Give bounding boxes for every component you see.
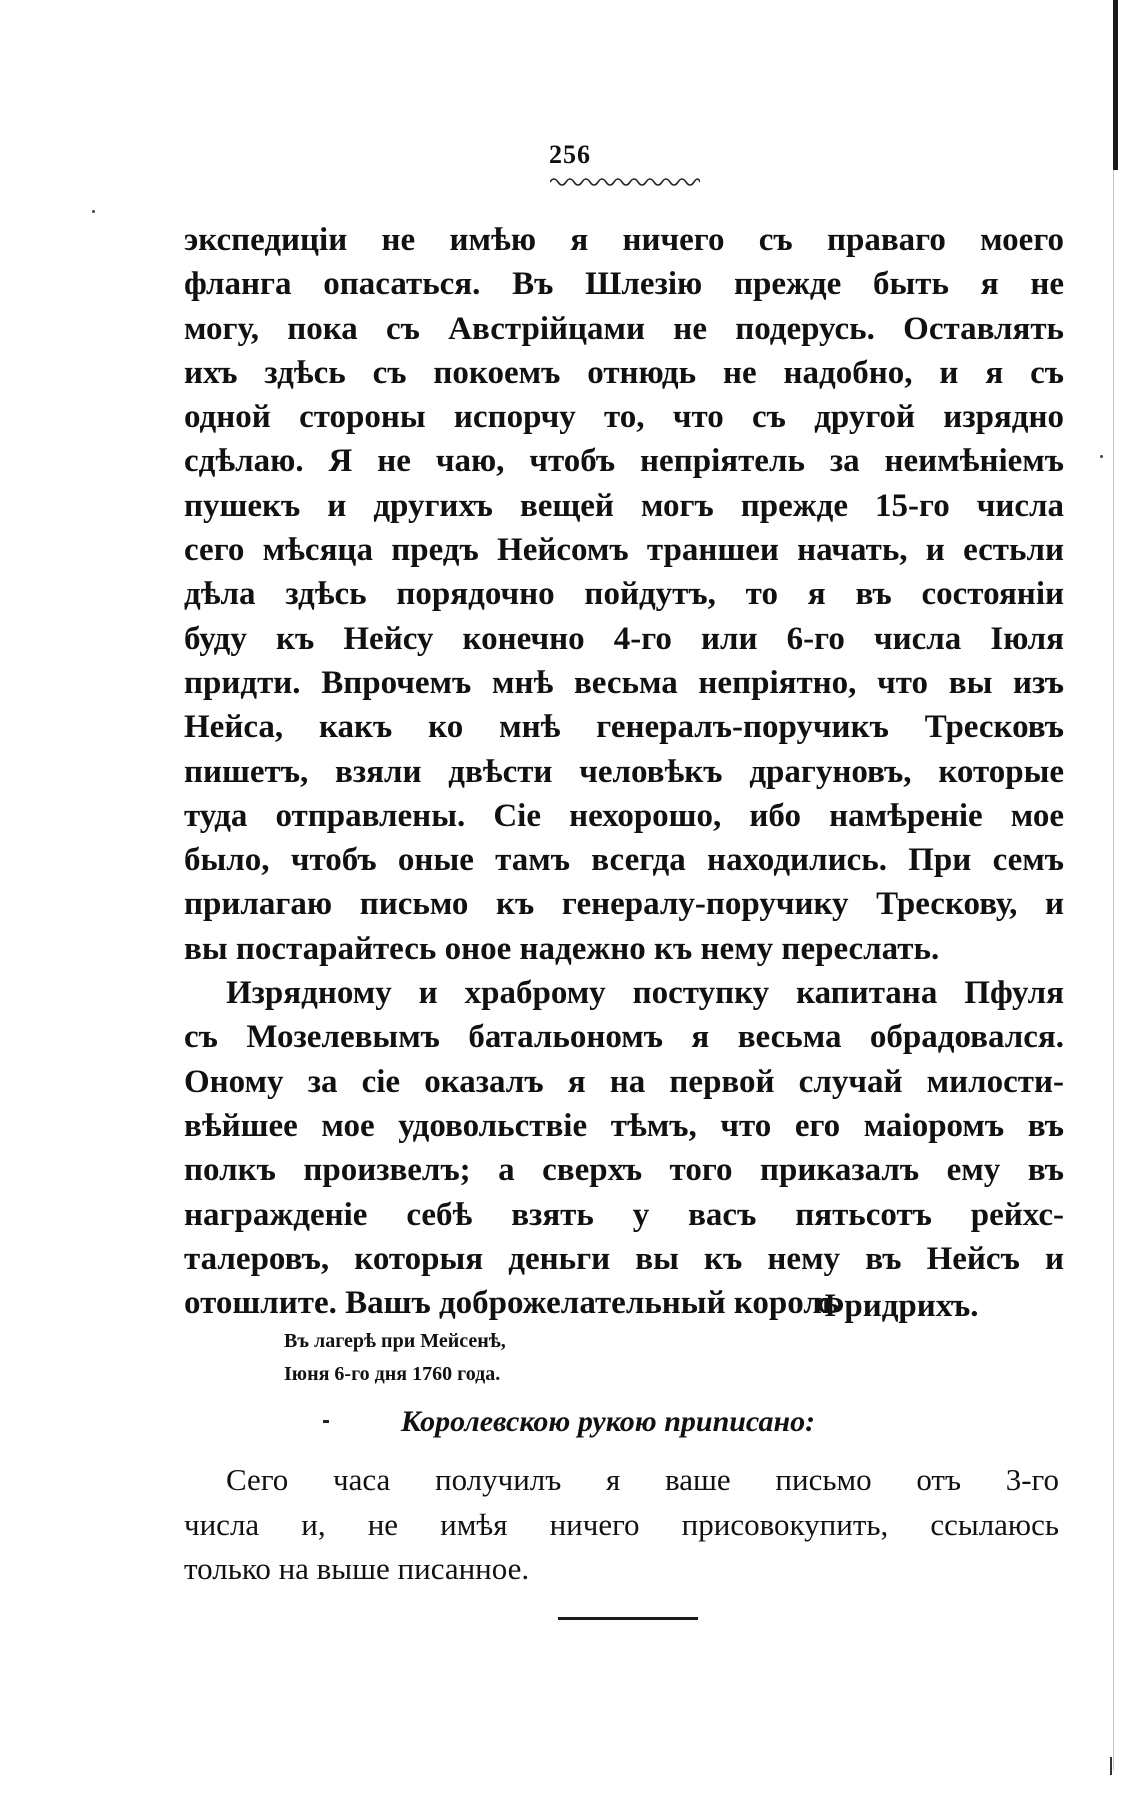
letter-line: пишетъ, взяли двѣсти человѣкъ драгуновъ, которые (184, 753, 1064, 790)
place-date (284, 1325, 506, 1391)
letter-line: прилагаю письмо къ генералу-поручику Трескову, и (184, 886, 1064, 923)
letter-line: фланга опасаться. Въ Шлезію прежде быть я не (184, 266, 1064, 303)
page-number-ornament (550, 176, 700, 186)
letter-line: талеровъ, которыя деньги вы къ нему въ Нейсъ и (184, 1240, 1064, 1277)
letter-line: сдѣлаю. Я не чаю, чтобъ непріятель за неимѣніемъ (184, 443, 1064, 480)
postscript-line: только на выше писанное. (184, 1551, 530, 1586)
letter-line: Оному за сіе оказалъ я на первой случай милости- (184, 1063, 1064, 1100)
letter-line: Изрядному и храброму поступку капитана Пфуля (226, 975, 1064, 1012)
letter-line: придти. Впрочемъ мнѣ весьма непріятно, что вы изъ (184, 664, 1064, 701)
letter-line: ихъ здѣсь съ покоемъ отнюдь не надобно, и я съ (184, 354, 1064, 391)
letter-line: пушекъ и другихъ вещей могъ прежде 15-го числа (184, 487, 1064, 524)
letter-line: полкъ произвелъ; а сверхъ того приказалъ ему въ (184, 1152, 1064, 1189)
letter-line: съ Мозелевымъ батальономъ я весьма обрадовался. (184, 1019, 1064, 1056)
letter-line: одной стороны испорчу то, что съ другой изрядно (184, 399, 1064, 436)
page-number: 256 (549, 140, 591, 169)
letter-body (184, 218, 1064, 1325)
letter-line: вы постарайтесь оное надежно къ нему переслать. (184, 930, 940, 967)
letter-line: туда отправлены. Сіе нехорошо, ибо намѣреніе мое (184, 797, 1064, 834)
letter-line: экспедиціи не имѣю я ничего съ праваго моего (184, 222, 1064, 258)
letter-line: было, чтобъ оные тамъ всегда находились. При семъ (184, 842, 1064, 879)
postscript-line: Сего часа получилъ я ваше письмо отъ 3-го (226, 1462, 1059, 1497)
letter-line: сего мѣсяца предъ Нейсомъ траншеи начать, и естьли (184, 532, 1064, 569)
page-edge-line (1113, 170, 1114, 1770)
corner-mark (1110, 1757, 1112, 1775)
letter-line: могу, пока съ Австрійцами не подерусь. Оставлять (184, 310, 1064, 347)
postscript-line: числа и, не имѣя ничего присовокупить, ссылаюсь (184, 1506, 1059, 1542)
letter-line: дѣла здѣсь порядочно пойдутъ, то я въ состояніи (184, 576, 1064, 613)
postscript-body (184, 1458, 1059, 1592)
letter-line: Нейса, какъ ко мнѣ генералъ-поручикъ Тресковъ (184, 709, 1064, 746)
letter-line: буду къ Нейсу конечно 4-го или 6-го числа Іюля (184, 620, 1064, 657)
letter-line: награжденіе себѣ взять у васъ пятьсотъ рейхс- (184, 1196, 1064, 1233)
signature: Фридрихъ. (816, 1288, 979, 1324)
end-rule (558, 1617, 698, 1620)
letter-line: вѣйшее мое удовольствіе тѣмъ, что его маіоромъ въ (184, 1107, 1064, 1144)
letter-place: Въ лагерѣ при Мейсенѣ, (284, 1330, 506, 1352)
letter-date: Іюня 6-го дня 1760 года. (284, 1363, 501, 1385)
scan-speck (92, 210, 95, 213)
letter-line: отошлите. Вашъ доброжелательный король (184, 1285, 840, 1322)
postscript-heading: Королевскою рукою приписано: (400, 1405, 816, 1438)
scan-speck (1100, 455, 1103, 458)
